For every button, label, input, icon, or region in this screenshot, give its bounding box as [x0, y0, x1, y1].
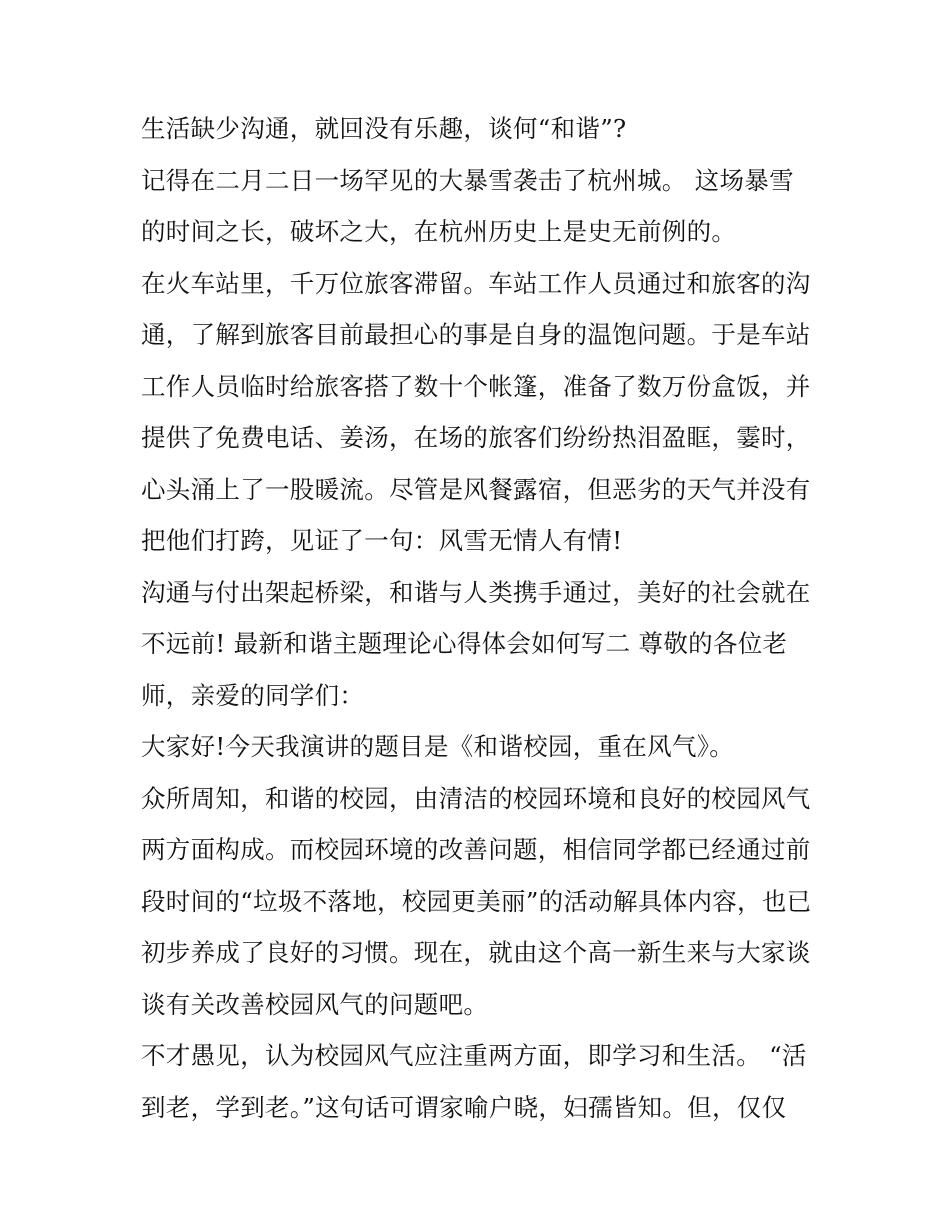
text-line: 记得在二月二日一场罕见的大暴雪袭击了杭州城。 这场暴雪: [141, 165, 794, 195]
text-line: 不远前! 最新和谐主题理论心得体会如何写二 尊敬的各位老: [141, 629, 788, 658]
text-line: 把他们打跨，见证了一句：风雪无情人有情!: [141, 526, 623, 555]
text-line: 提供了免费电话、姜汤，在场的旅客们纷纷热泪盈眶，霎时，: [141, 423, 811, 452]
text-line: 不才愚见，认为校园风气应注重两方面，即学习和生活。 “活: [141, 1041, 807, 1070]
text-line: 生活缺少沟通，就回没有乐趣，谈何“和谐”?: [141, 114, 627, 143]
text-line: 沟通与付出架起桥梁，和谐与人类携手通过，美好的社会就在: [141, 577, 811, 607]
text-line: 到老，学到老。”这句话可谓家喻户晓，妇孺皆知。但，仅仅: [141, 1092, 787, 1122]
text-line: 通，了解到旅客目前最担心的事是自身的温饱问题。于是车站: [141, 320, 811, 349]
text-line: 在火车站里，千万位旅客滞留。车站工作人员通过和旅客的沟: [141, 268, 811, 298]
text-line: 大家好!今天我演讲的题目是《和谐校园，重在风气》。: [141, 732, 735, 761]
text-line: 初步养成了良好的习惯。现在，就由这个高一新生来与大家谈: [141, 938, 811, 967]
text-line: 心头涌上了一股暖流。尽管是风餐露宿，但恶劣的天气并没有: [141, 474, 811, 504]
document-body: [141, 108, 821, 1138]
text-line: 众所周知，和谐的校园，由清洁的校园环境和良好的校园风气: [141, 783, 811, 813]
text-line: 段时间的“垃圾不落地，校园更美丽”的活动解具体内容，也已: [141, 886, 812, 916]
text-line: 谈有关改善校园风气的问题吧。: [141, 989, 489, 1019]
text-line: 两方面构成。而校园环境的改善问题，相信同学都已经通过前: [141, 835, 811, 864]
text-line: 师，亲爱的同学们：: [141, 680, 365, 710]
text-line: 工作人员临时给旅客搭了数十个帐篷，准备了数万份盒饭，并: [141, 371, 811, 401]
text-line: 的时间之长，破坏之大，在杭州历史上是史无前例的。: [141, 217, 737, 246]
